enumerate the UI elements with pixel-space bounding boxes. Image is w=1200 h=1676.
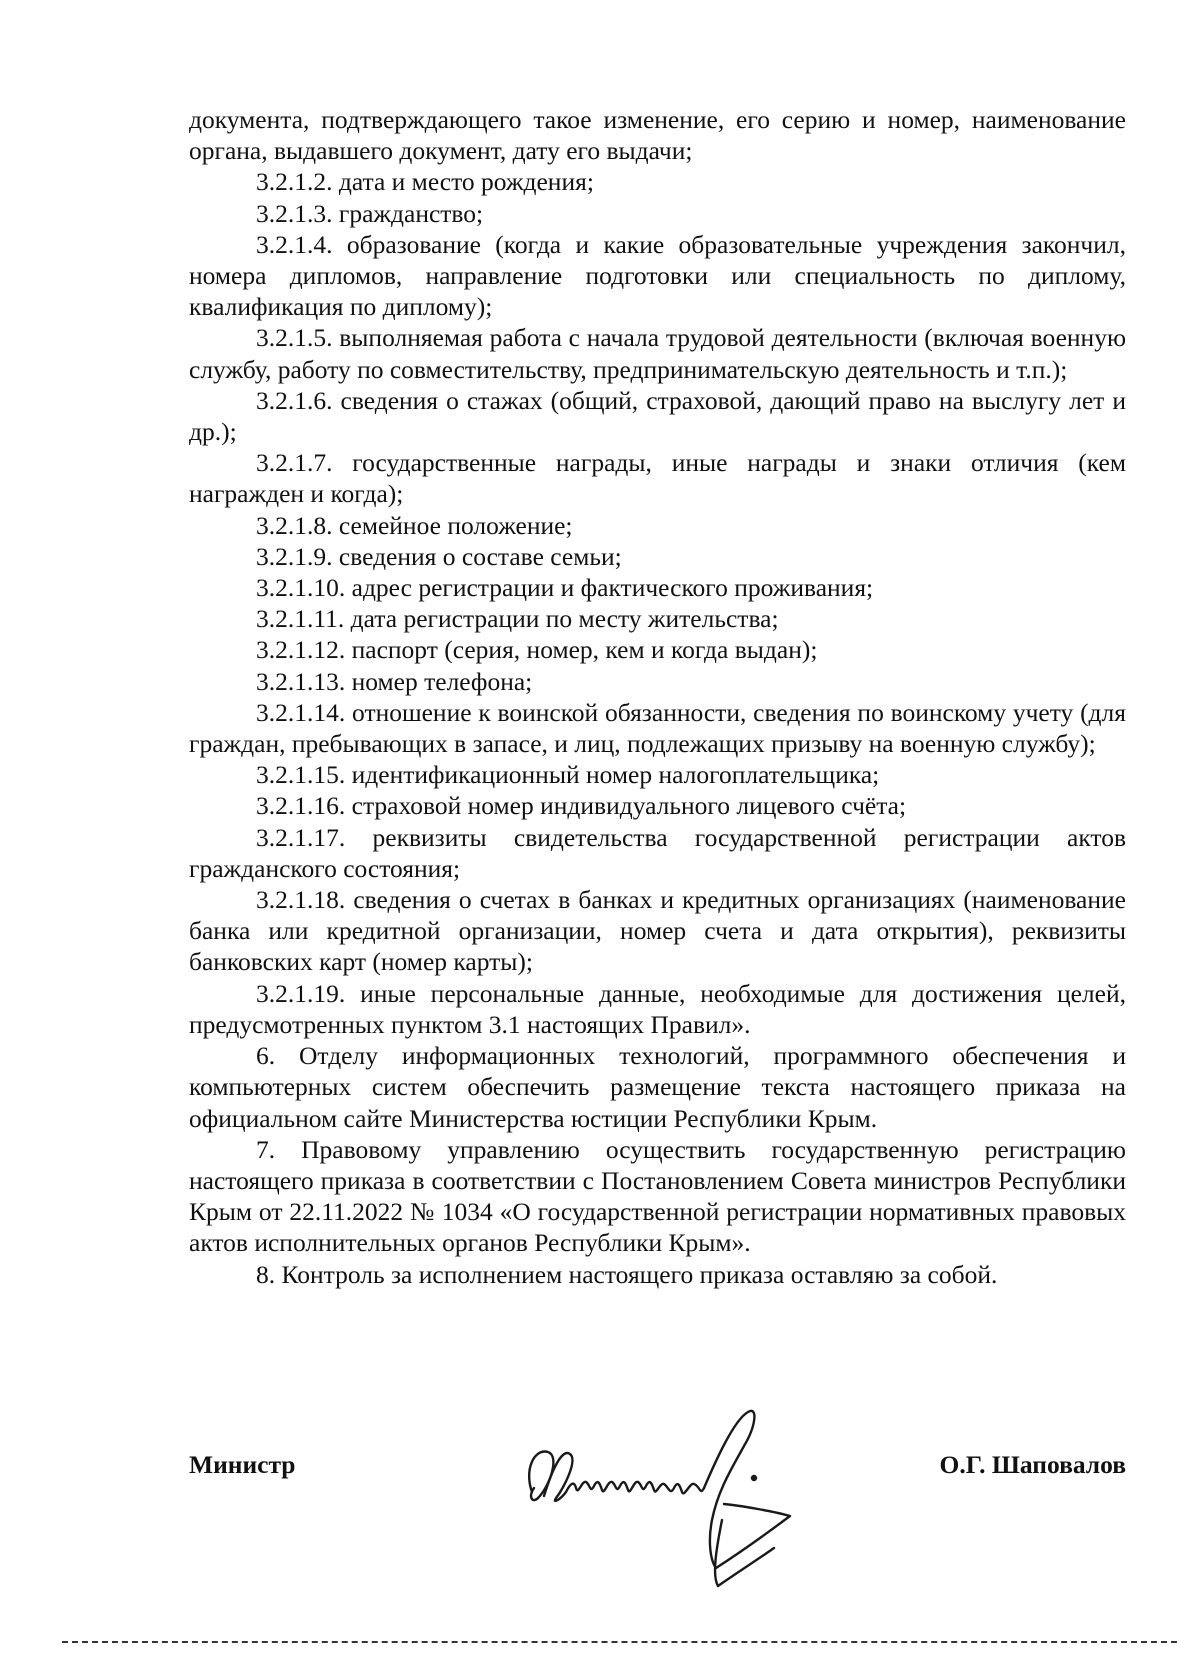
document-paragraph: 3.2.1.18. сведения о счетах в банках и кредитных организациях (наименование банка или кредитной организации, номер счета и дата открытия), реквизиты банковских карт (номер карты); bbox=[189, 885, 1126, 977]
document-paragraph: 3.2.1.9. сведения о составе семьи; bbox=[256, 541, 622, 571]
signatory-title: Министр bbox=[189, 1450, 296, 1479]
handwritten-signature bbox=[504, 1400, 844, 1600]
document-paragraph: 7. Правовому управлению осуществить государственную регистрацию настоящего приказа в соответствии с Постановлением Совета министров Республики Крым от 22.11.2022 № 1034 «О государственной регистрации нормативных правовых актов исполнительных органов Республики Крым». bbox=[189, 1134, 1126, 1258]
page-bottom-divider bbox=[62, 1641, 1177, 1643]
document-paragraph: 3.2.1.14. отношение к воинской обязанности, сведения по воинскому учету (для граждан, пребывающих в запасе, и лиц, подлежащих призыву на военную службу); bbox=[189, 697, 1126, 759]
document-paragraph: 6. Отделу информационных технологий, программного обеспечения и компьютерных систем обеспечить размещение текста настоящего приказа на официальном сайте Министерства юстиции Республики Крым. bbox=[189, 1041, 1126, 1133]
signatory-name: О.Г. Шаповалов bbox=[939, 1450, 1126, 1479]
document-paragraph: 3.2.1.12. паспорт (серия, номер, кем и когда выдан); bbox=[256, 635, 818, 665]
document-paragraph: 3.2.1.10. адрес регистрации и фактического проживания; bbox=[256, 573, 874, 603]
signature-block bbox=[189, 1440, 1126, 1600]
document-paragraph: 3.2.1.13. номер телефона; bbox=[256, 666, 533, 696]
document-paragraph: 3.2.1.15. идентификационный номер налогоплательщика; bbox=[256, 760, 880, 790]
document-paragraph: 3.2.1.3. гражданство; bbox=[256, 198, 484, 228]
document-paragraph: 8. Контроль за исполнением настоящего приказа оставляю за собой. bbox=[256, 1259, 998, 1289]
document-paragraph: 3.2.1.8. семейное положение; bbox=[256, 510, 573, 540]
document-paragraph: 3.2.1.19. иные персональные данные, необходимые для достижения целей, предусмотренных пунктом 3.1 настоящих Правил». bbox=[189, 978, 1126, 1039]
document-paragraph: 3.2.1.4. образование (когда и какие образовательные учреждения закончил, номера дипломов, направление подготовки или специальность по диплому, квалификация по диплому); bbox=[189, 229, 1126, 322]
document-paragraph: 3.2.1.11. дата регистрации по месту жительства; bbox=[256, 604, 779, 634]
document-paragraph: 3.2.1.5. выполняемая работа с начала трудовой деятельности (включая военную службу, работу по совместительству, предпринимательскую деятельность и т.п.); bbox=[189, 323, 1126, 384]
document-paragraph: 3.2.1.2. дата и место рождения; bbox=[256, 167, 594, 197]
document-paragraph: 3.2.1.6. сведения о стажах (общий, страховой, дающий право на выслугу лет и др.); bbox=[189, 385, 1126, 447]
document-paragraph: 3.2.1.7. государственные награды, иные награды и знаки отличия (кем награжден и когда); bbox=[189, 448, 1126, 509]
document-paragraph: 3.2.1.17. реквизиты свидетельства государственной регистрации актов гражданского состояния; bbox=[189, 822, 1126, 883]
document-paragraph: 3.2.1.16. страховой номер индивидуального лицевого счёта; bbox=[256, 791, 907, 821]
document-paragraph: документа, подтверждающего такое изменение, его серию и номер, наименование органа, выдавшего документ, дату его выдачи; bbox=[189, 105, 1126, 166]
document-body bbox=[189, 104, 1126, 1290]
